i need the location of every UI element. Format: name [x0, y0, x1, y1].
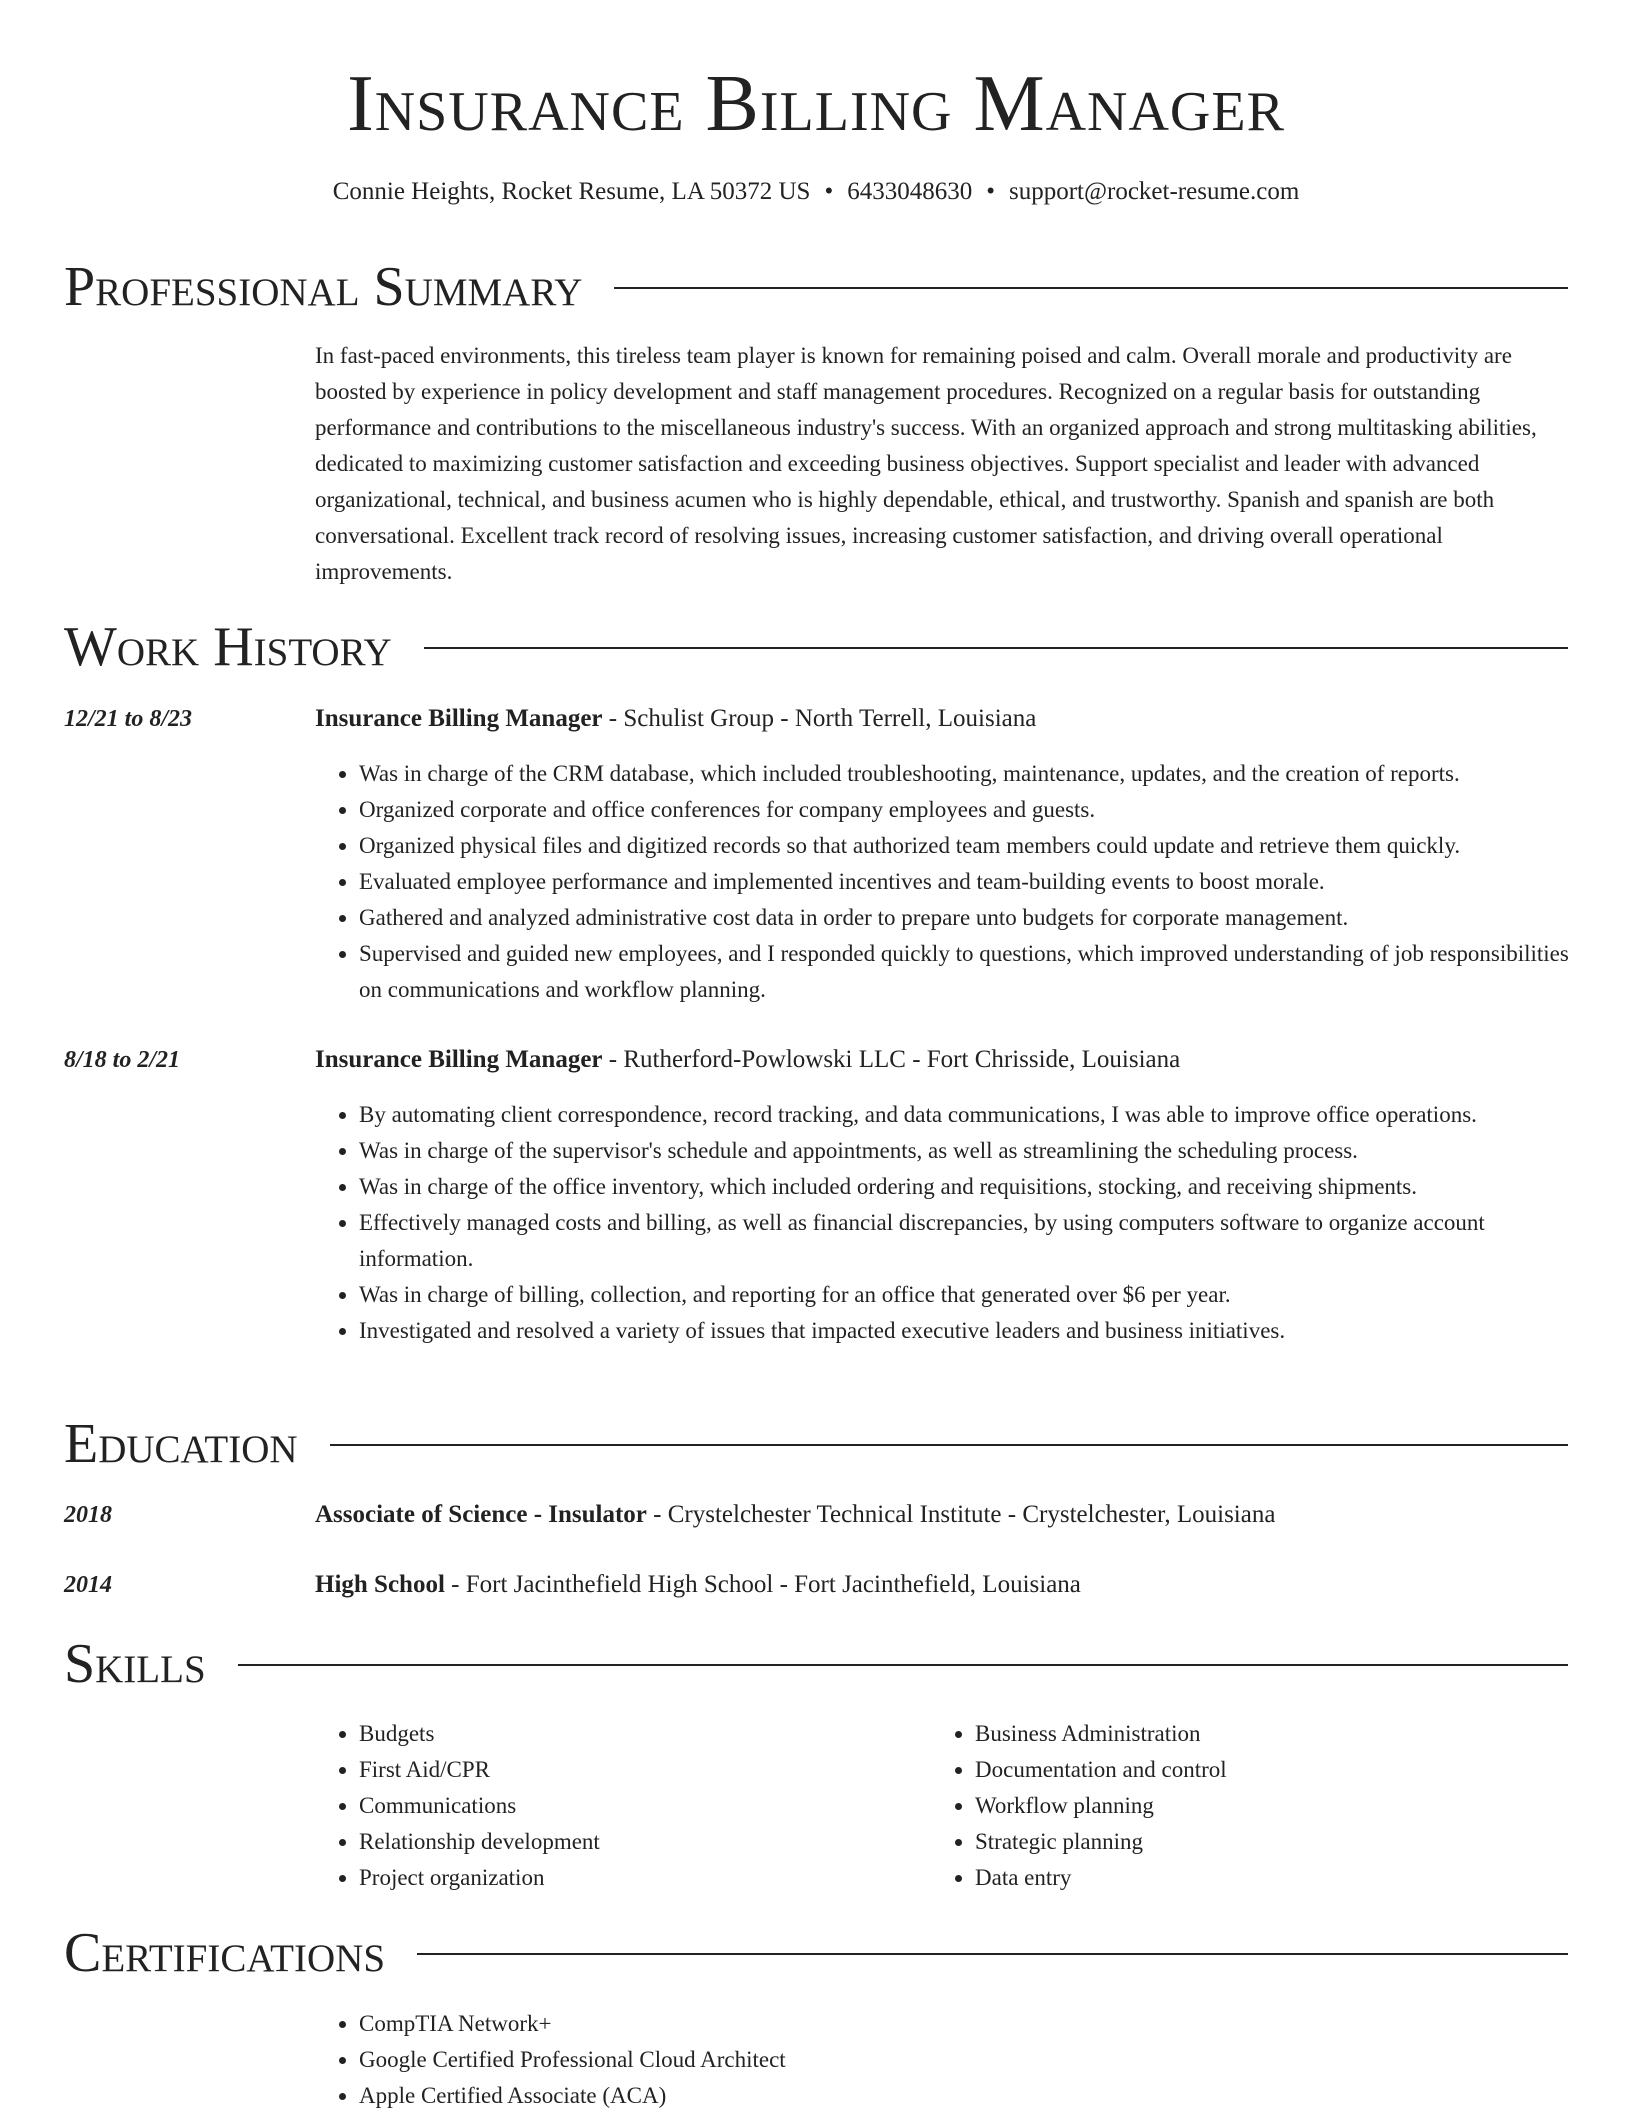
skill-item: • Data entry [975, 1860, 1535, 1896]
section-heading-education [64, 1413, 1568, 1475]
summary-text: In fast-paced environments, this tireless team player is known for remaining poised and calm. Overall morale and productivity are boosted by experience in policy development and staff management procedures. Recognized on a regular basis for outstanding performance and contributions to the miscellaneous industry's success. With an organized approach and strong multitasking abilities, dedicated to maximizing customer satisfaction and exceeding business objectives. Support specialist and leader with advanced organizational, technical, and business acumen who is highly dependable, ethical, and trustworthy. Spanish and spanish are both conversational. Excellent track record of resolving issues, increasing customer satisfaction, and driving overall operational improvements. [315, 343, 1537, 584]
list-item: • Supervised and guided new employees, and I responded quickly to questions, which improved understanding of job responsibilities on communications and workflow planning. [359, 936, 1574, 1008]
section-heading-certifications [64, 1922, 1568, 1984]
section-divider [424, 647, 1568, 649]
skill-item: • Business Administration [975, 1716, 1535, 1752]
education-degree: High School [315, 1571, 445, 1598]
section-heading-skills [64, 1633, 1568, 1695]
list-item: • Investigated and resolved a variety of issues that impacted executive leaders and business initiatives. [359, 1313, 1574, 1349]
list-item: • Evaluated employee performance and implemented incentives and team-building events to boost morale. [359, 864, 1574, 900]
skills-list-right [975, 1716, 1535, 1896]
list-item: • Organized physical files and digitized records so that authorized team members could update and retrieve them quickly. [359, 828, 1574, 864]
section-divider [417, 1953, 1568, 1955]
list-item: • Was in charge of the CRM database, which included troubleshooting, maintenance, updates, and the creation of reports. [359, 756, 1574, 792]
contact-email[interactable]: support@rocket-resume.com [1008, 178, 1300, 205]
job-dates: 12/21 to 8/23 [64, 706, 193, 732]
certifications-list [359, 2006, 1359, 2112]
list-item: • Was in charge of the supervisor's schedule and appointments, as well as streamlining the scheduling process. [359, 1133, 1574, 1169]
skill-item: • Project organization [359, 1860, 919, 1896]
section-title: Skills [64, 1633, 206, 1695]
list-item: • Effectively managed costs and billing, as well as financial discrepancies, by using computers software to organize account information. [359, 1205, 1574, 1277]
list-item: • Organized corporate and office conferences for company employees and guests. [359, 792, 1574, 828]
section-divider [238, 1664, 1568, 1666]
skill-item: • Budgets [359, 1716, 919, 1752]
contact-separator: • [986, 178, 995, 205]
job-role: Insurance Billing Manager [315, 705, 603, 732]
section-title: Professional Summary [64, 256, 583, 318]
list-item: • By automating client correspondence, record tracking, and data communications, I was able to improve office operations. [359, 1097, 1574, 1133]
section-title: Education [64, 1413, 298, 1475]
education-year: 2018 [64, 1502, 112, 1528]
contact-phone: 6433048630 [847, 178, 973, 205]
skill-item: • Strategic planning [975, 1824, 1535, 1860]
job-role: Insurance Billing Manager [315, 1046, 603, 1073]
list-item: • Was in charge of the office inventory, which included ordering and requisitions, stocking, and receiving shipments. [359, 1169, 1574, 1205]
education-year: 2014 [64, 1572, 112, 1598]
skill-item: • Relationship development [359, 1824, 919, 1860]
job-heading [315, 1043, 1570, 1077]
education-heading [315, 1568, 1570, 1602]
certification-item: • Google Certified Professional Cloud Architect [359, 2042, 1359, 2078]
education-details: - Crystelchester Technical Institute - Crystelchester, Louisiana [646, 1501, 1276, 1528]
certification-item: • CompTIA Network+ [359, 2006, 1359, 2042]
section-title: Work History [64, 616, 392, 678]
section-title: Certifications [64, 1922, 386, 1984]
skill-item: • Workflow planning [975, 1788, 1535, 1824]
contact-line [0, 175, 1632, 209]
list-item: • Gathered and analyzed administrative cost data in order to prepare unto budgets for corporate management. [359, 900, 1574, 936]
section-heading-work-history [64, 616, 1568, 678]
section-divider [614, 287, 1568, 289]
list-item: • Was in charge of billing, collection, and reporting for an office that generated over $6 per year. [359, 1277, 1574, 1313]
job-details: - Schulist Group - North Terrell, Louisiana [602, 705, 1037, 732]
resume-title: Insurance Billing Manager [347, 60, 1285, 148]
skill-item: • Documentation and control [975, 1752, 1535, 1788]
certification-item: • Apple Certified Associate (ACA) [359, 2078, 1359, 2112]
skill-item: • Communications [359, 1788, 919, 1824]
job-bullets [359, 1097, 1574, 1349]
skill-item: • First Aid/CPR [359, 1752, 919, 1788]
skills-list-left [359, 1716, 919, 1896]
job-heading [315, 702, 1570, 736]
section-divider [330, 1444, 1568, 1446]
job-dates: 8/18 to 2/21 [64, 1047, 181, 1073]
job-bullets [359, 756, 1574, 1008]
education-heading [315, 1498, 1570, 1532]
education-details: - Fort Jacinthefield High School - Fort Jacinthefield, Louisiana [444, 1571, 1081, 1598]
section-heading-summary [64, 256, 1568, 318]
contact-address: Connie Heights, Rocket Resume, LA 50372 US [332, 178, 811, 205]
contact-separator: • [824, 178, 834, 205]
education-degree: Associate of Science - Insulator [315, 1501, 647, 1528]
job-details: - Rutherford-Powlowski LLC - Fort Chrisside, Louisiana [602, 1046, 1181, 1073]
